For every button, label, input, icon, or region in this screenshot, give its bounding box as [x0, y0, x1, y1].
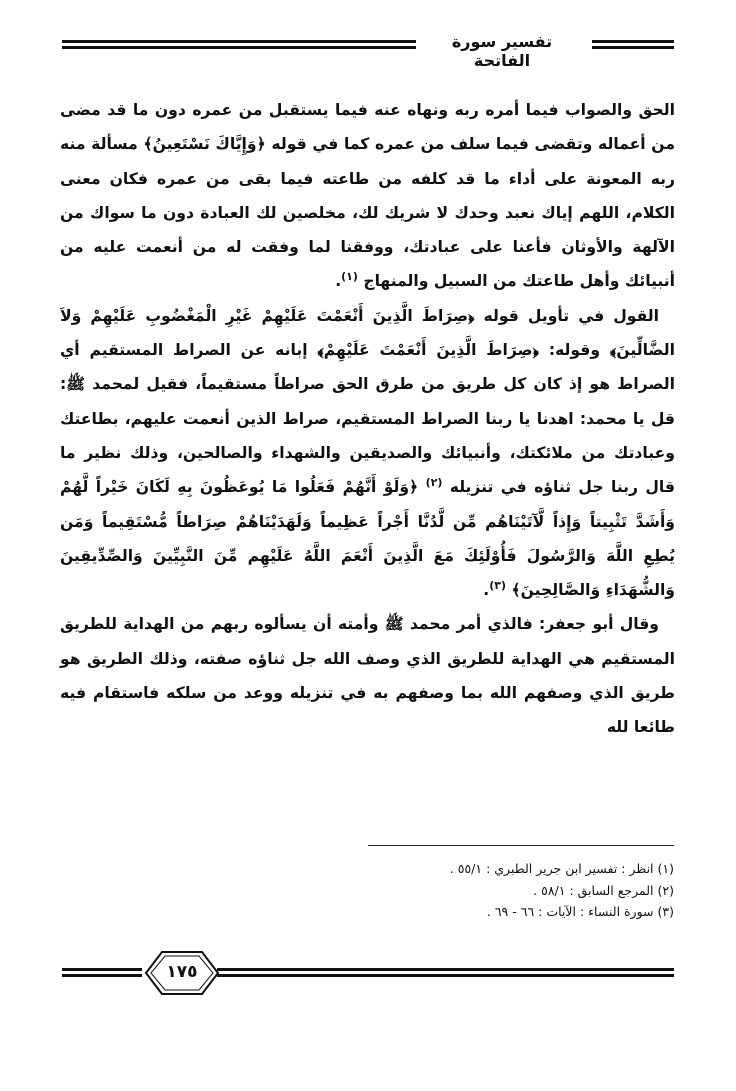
footnotes: [254, 858, 674, 923]
footnote-marker-2: (٢): [425, 476, 443, 490]
header-rule-left: [62, 40, 416, 49]
header-rule-right: [592, 40, 674, 49]
main-text: [60, 93, 675, 745]
paragraph-3-text: وقال أبو جعفر: فالذي أمر محمد ﷺ وأمته أن يسألوه ربهم من الهداية للطريق المستقيم هي الهداية للطريق الذي وصف الله جل ثناؤه صفته، وذلك الطريق هو طريق الذي وصفهم الله بما وصفهم به في تنزيله ووعد من سلكه فاستقام فيه طائعا لله: [60, 615, 675, 737]
footnote-2: (٢) المرجع السابق : ٥٨/١ .: [533, 882, 674, 898]
footer-rule-left: [62, 968, 142, 977]
running-header: [62, 30, 674, 70]
footnote-3: (٣) سورة النساء : الآيات : ٦٦ - ٦٩ .: [486, 904, 674, 919]
paragraph-2: القول في تأويل قوله ﴿صِرَاطَ الَّذِينَ أَنْعَمْتَ عَلَيْهِمْ غَيْرِ الْمَغْضُوبِ عَلَيْهِمْ وَلاَ الضَّالِّينَ﴾ وقوله: ﴿صِرَاطَ الَّذِينَ أَنْعَمْتَ عَلَيْهِمْ﴾ إبانه عن الصراط المستقيم أي الصراط هو إذ كان كل طريق من طرق الحق صراطاً مستقيماً، فقيل لمحمد ﷺ: قل يا محمد: اهدنا يا ربنا الصراط المستقيم، صراط الذين أنعمت عليهم، بطاعتك وعبادتك من ملائكتك، وأنبيائك والصديقين والشهداء والصالحين، وذلك نظير ما قال ربنا جل ثناؤه في تنزيله $^{(٢)}$ ﴿وَلَوْ أَنَّهُمْ فَعَلُوا مَا يُوعَظُونَ بِهِ لَكَانَ خَيْراً لَّهُمْ وَأَشَدَّ تَثْبِيتاً وَإِذاً لَّآتَيْنَاهُم مِّن لَّدُنَّا أَجْراً عَظِيماً وَلَهَدَيْنَاهُمْ صِرَاطاً مُّسْتَقِيماً وَمَن يُطِعِ اللَّهَ وَالرَّسُولَ فَأُوْلَئِكَ مَعَ الَّذِينَ أَنْعَمَ اللَّهُ عَلَيْهِم مِّنَ النَّبِيِّينَ وَالصِّدِّيقِينَ وَالشُّهَدَاءِ وَالصَّالِحِينَ﴾ $^{(٣)}$.: [60, 306, 675, 600]
footer-rule-right: [217, 968, 674, 977]
paragraph-2-text: القول في تأويل قوله ﴿صِرَاطَ الَّذِينَ أَنْعَمْتَ عَلَيْهِمْ غَيْرِ الْمَغْضُوبِ عَلَيْهِمْ وَلاَ الضَّالِّينَ﴾ وقوله: ﴿صِرَاطَ الَّذِينَ أَنْعَمْتَ عَلَيْهِمْ﴾ إبانه عن الصراط المستقيم أي الصراط هو إذ كان كل طريق من طرق الحق صراطاً مستقيماً، فقيل لمحمد ﷺ: قل يا محمد: اهدنا يا ربنا الصراط المستقيم، صراط الذين أنعمت عليهم، بطاعتك وعبادتك من ملائكتك، وأنبيائك والصديقين والشهداء والصالحين، وذلك نظير ما قال ربنا جل ثناؤه في تنزيله: [60, 306, 675, 497]
paragraph-1: الحق والصواب فيما أمره ربه ونهاه عنه فيما يستقبل من عمره دون ما قد مضى من أعماله وتقضى فيما سلف من عمره كما في قوله ﴿وَإِيَّاكَ نَسْتَعِينُ﴾ مسألة منه ربه المعونة على أداء ما قد كلفه من طاعته فيما بقى من عمره فكان معنى الكلام، اللهم إياك نعبد وحدك لا شريك لك، مخلصين لك العبادة دون ما سواك من الآلهة والأوثان فأعنا على عبادتك، ووفقنا لما وفقت له من أنعمت عليه من أنبيائك وأهل طاعتك من السبيل والمنهاج $^{(١)}$.: [60, 101, 675, 291]
quran-verse-nisa: ﴿وَلَوْ أَنَّهُمْ فَعَلُوا مَا يُوعَظُونَ بِهِ لَكَانَ خَيْراً لَّهُمْ وَأَشَدَّ تَثْبِيتاً وَإِذاً لَّآتَيْنَاهُم مِّن لَّدُنَّا أَجْراً عَظِيماً وَلَهَدَيْنَاهُمْ صِرَاطاً مُّسْتَقِيماً وَمَن يُطِعِ اللَّهَ وَالرَّسُولَ فَأُوْلَئِكَ مَعَ الَّذِينَ أَنْعَمَ اللَّهُ عَلَيْهِم مِّنَ النَّبِيِّينَ وَالصِّدِّيقِينَ وَالشُّهَدَاءِ وَالصَّالِحِينَ﴾: [60, 478, 675, 600]
footnote-1: (١) انظر : تفسير ابن جرير الطبري : ٥٥/١ .: [449, 861, 674, 876]
page-number: ١٧٥: [166, 962, 198, 982]
paragraph-3: [60, 607, 675, 744]
footnote-marker-1: (١): [341, 270, 358, 284]
page-footer: [62, 950, 674, 996]
footnote-marker-3: (٣): [489, 578, 506, 592]
paragraph-1-text: الحق والصواب فيما أمره ربه ونهاه عنه فيما يستقبل من عمره دون ما قد مضى من أعماله وتقضى فيما سلف من عمره كما في قوله ﴿وَإِيَّاكَ نَسْتَعِينُ﴾ مسألة منه ربه المعونة على أداء ما قد كلفه من طاعته فيما بقى من عمره فكان معنى الكلام، اللهم إياك نعبد وحدك لا شريك لك، مخلصين لك العبادة دون ما سواك من الآلهة والأوثان فأعنا على عبادتك، ووفقنا لما وفقت له من أنعمت عليه من أنبيائك وأهل طاعتك من السبيل والمنهاج: [60, 101, 675, 291]
footnote-separator: [368, 845, 674, 846]
running-title: تفسير سورة الفاتحة: [451, 32, 553, 70]
